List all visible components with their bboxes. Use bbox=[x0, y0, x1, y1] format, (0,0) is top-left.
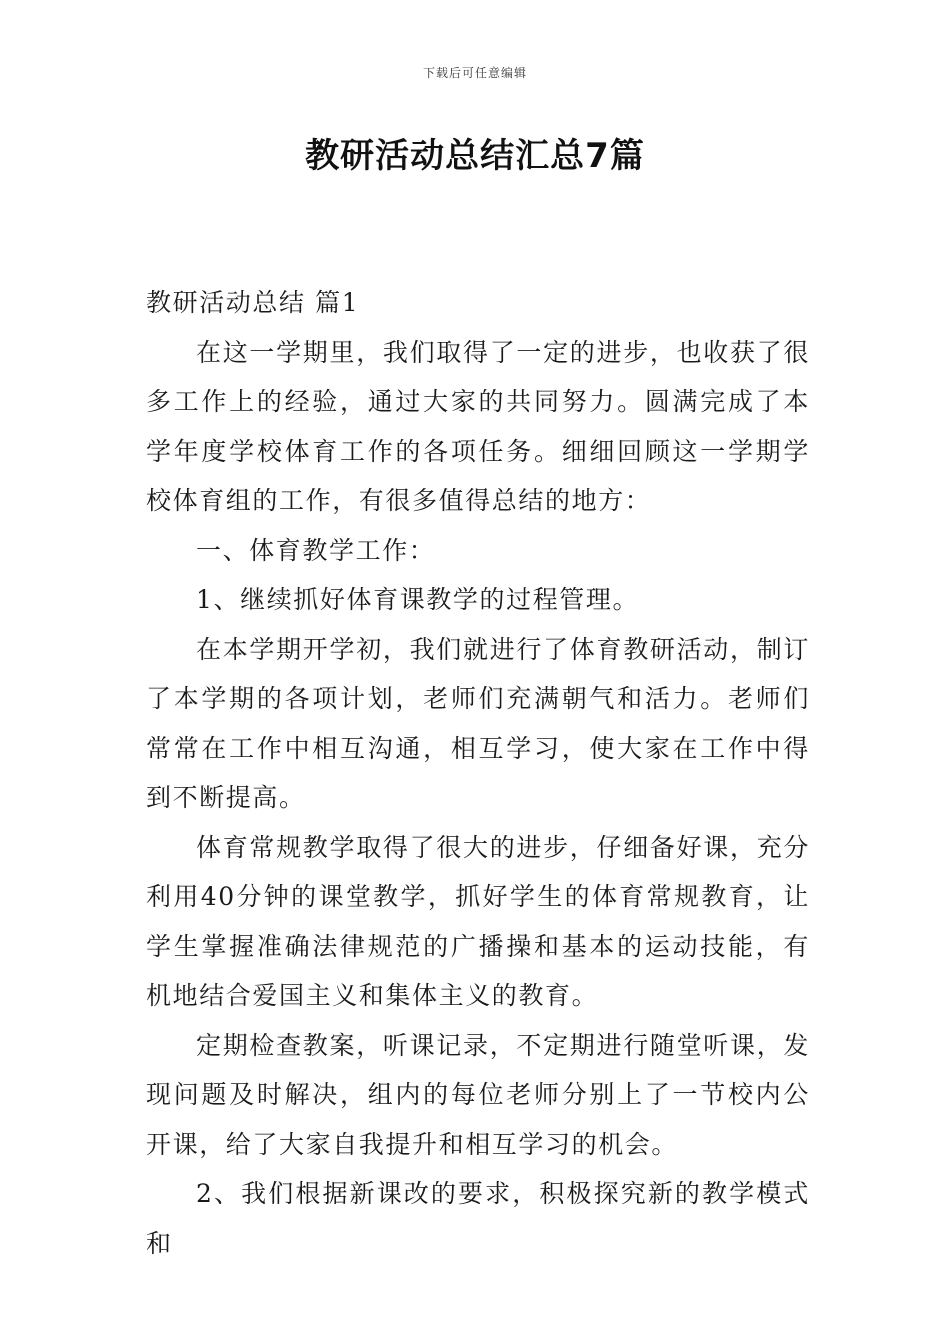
paragraph: 体育常规教学取得了很大的进步，仔细备好课，充分利用40分钟的课堂教学，抓好学生的体育常规教育，让学生掌握准确法律规范的广播操和基本的运动技能，有机地结合爱国主义和集体主义的教育。 bbox=[146, 832, 810, 1010]
document-body bbox=[146, 278, 810, 1268]
paragraph: 定期检查教案，听课记录，不定期进行随堂听课，发现问题及时解决，组内的每位老师分别上了一节校内公开课，给了大家自我提升和相互学习的机会。 bbox=[146, 1030, 810, 1159]
list-item-1: 1、继续抓好体育课教学的过程管理。 bbox=[196, 585, 640, 614]
paragraph: 在这一学期里，我们取得了一定的进步，也收获了很多工作上的经验，通过大家的共同努力。圆满完成了本学年度学校体育工作的各项任务。细细回顾这一学期学校体育组的工作，有很多值得总结的地方： bbox=[146, 337, 810, 515]
section-heading: 教研活动总结 篇1 bbox=[146, 288, 360, 317]
list-item-2: 2、我们根据新课改的要求，积极探究新的教学模式和 bbox=[146, 1179, 810, 1258]
header-note: 下载后可任意编辑 bbox=[422, 66, 527, 80]
document-title: 教研活动总结汇总7篇 bbox=[305, 136, 645, 176]
paragraph: 在本学期开学初，我们就进行了体育教研活动，制订了本学期的各项计划，老师们充满朝气和活力。老师们常常在工作中相互沟通，相互学习，使大家在工作中得到不断提高。 bbox=[146, 634, 810, 812]
subheading-teaching-work: 一、体育教学工作： bbox=[196, 535, 436, 565]
